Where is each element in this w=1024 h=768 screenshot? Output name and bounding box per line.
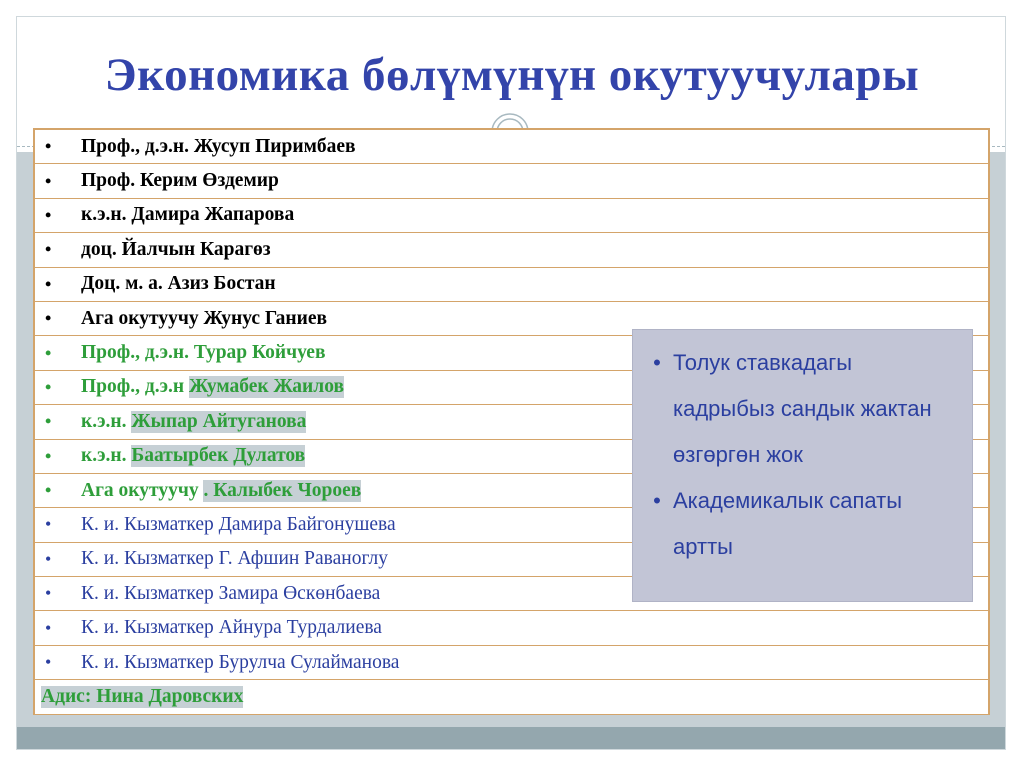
bullet: • <box>45 170 52 191</box>
bullet: • <box>45 376 52 397</box>
staff-row <box>35 164 988 198</box>
staff-name: Ага окутуучу Жунус Ганиев <box>81 307 328 329</box>
bullet: • <box>45 652 52 673</box>
specialist-label: Адис: Нина Даровских <box>41 685 244 707</box>
bullet: • <box>45 583 52 604</box>
summary-text: Толук ставкадагы кадрыбыз сандык жактан өзгөргөн жок <box>673 350 932 467</box>
staff-name: К. и. Кызматкер Г. Афшин Раваноглу <box>81 548 388 570</box>
slide-title: Экономика бөлүмүнүн окутуучулары <box>104 49 920 101</box>
staff-title: к.э.н. <box>81 410 132 432</box>
staff-title: Ага окутуучу <box>81 479 204 501</box>
bullet: • <box>45 308 52 329</box>
summary-box <box>632 329 973 602</box>
staff-row <box>35 268 988 302</box>
bullet: • <box>45 342 52 363</box>
staff-row <box>35 199 988 233</box>
staff-name: К. и. Кызматкер Айнура Турдалиева <box>81 617 382 639</box>
bullet: • <box>653 350 661 375</box>
staff-name: Проф. Керим Өздемир <box>81 170 279 192</box>
bullet: • <box>45 239 52 260</box>
staff-name: К. и. Кызматкер Дамира Байгонушева <box>81 513 396 535</box>
bullet: • <box>45 445 52 466</box>
staff-name: Баатырбек Дулатов <box>131 445 306 467</box>
summary-item <box>641 478 952 570</box>
staff-row <box>35 611 988 645</box>
staff-name: Проф., д.э.н. Турар Койчуев <box>81 342 326 364</box>
staff-name: К. и. Кызматкер Замира Өскөнбаева <box>81 582 381 604</box>
specialist-row <box>35 680 988 714</box>
staff-name: к.э.н. Дамира Жапарова <box>81 204 295 226</box>
bullet: • <box>45 617 52 638</box>
staff-name: . Калыбек Чороев <box>203 479 362 501</box>
staff-row <box>35 646 988 680</box>
staff-row <box>35 233 988 267</box>
bottom-band <box>17 727 1005 749</box>
bullet: • <box>45 514 52 535</box>
staff-title: к.э.н. <box>81 445 132 467</box>
bullet: • <box>45 204 52 225</box>
bullet: • <box>45 548 52 569</box>
staff-name: доц. Йалчын Карагөз <box>81 238 271 260</box>
bullet: • <box>45 273 52 294</box>
bullet: • <box>653 488 661 513</box>
bullet: • <box>45 136 52 157</box>
staff-name: Жумабек Жаилов <box>189 376 344 398</box>
staff-name: К. и. Кызматкер Бурулча Сулайманова <box>81 651 400 673</box>
summary-text: Академикалык сапаты артты <box>673 488 903 559</box>
staff-name: Проф., д.э.н. Жусуп Пиримбаев <box>81 135 356 157</box>
staff-name: Жыпар Айтуганова <box>131 410 307 432</box>
bullet: • <box>45 411 52 432</box>
staff-title: Проф., д.э.н <box>81 376 190 398</box>
staff-name: Доц. м. а. Азиз Бостан <box>81 273 276 295</box>
bullet: • <box>45 480 52 501</box>
staff-row <box>35 130 988 164</box>
summary-item <box>641 340 952 478</box>
